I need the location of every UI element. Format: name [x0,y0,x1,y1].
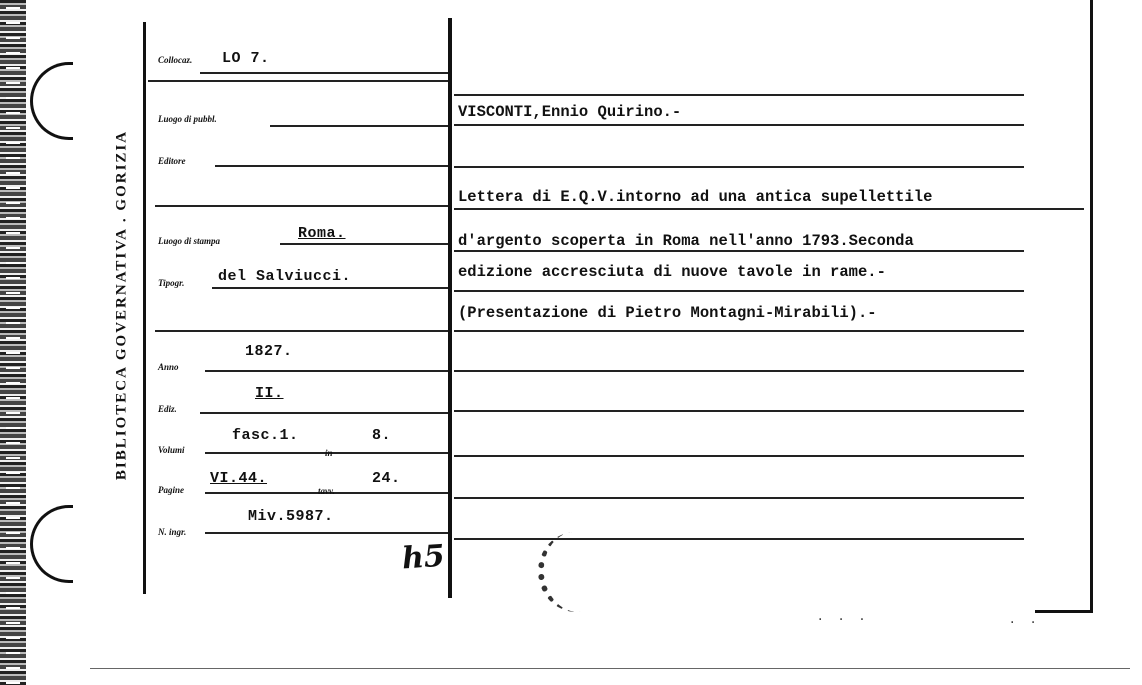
n-ingr-label: N. ingr. [158,527,187,537]
right-rule [454,370,1024,372]
volumi-in-value: 8. [372,427,392,444]
card-bottom-border [1035,610,1093,613]
left-rule [155,330,448,332]
right-rule [454,455,1024,457]
luogo-stampa-value: Roma. [298,225,346,242]
luogo-pubbl-label: Luogo di pubbl. [158,114,217,124]
right-rule [454,497,1024,499]
card-left-border [143,22,146,594]
left-rule [200,412,448,414]
left-rule [155,205,448,207]
right-rule [454,330,1024,332]
anno-label: Anno [158,362,179,372]
card-column-divider [448,18,452,598]
right-rule [454,208,1084,210]
title-line: d'argento scoperta in Roma nell'anno 1793.Seconda [458,232,914,250]
left-rule [148,80,448,82]
tavole-value: 24. [372,470,401,487]
luogo-stampa-label: Luogo di stampa [158,236,221,246]
author-heading: VISCONTI,Ennio Quirino.- [458,103,682,121]
right-rule [454,410,1024,412]
left-rule [270,125,448,127]
left-rule [280,243,448,245]
library-stamp: BIBLIOTECA GOVERNATIVA . GORIZIA [113,129,130,481]
left-rule [205,370,448,372]
tipografia-value: del Salviucci. [218,268,352,285]
edizione-label: Ediz. [158,404,177,414]
tipografia-label: Tipogr. [158,278,185,288]
left-rule [215,165,448,167]
handwritten-note: h5 [400,538,446,577]
pagine-value: VI.44. [210,470,268,487]
punch-hole-bottom [30,505,73,583]
title-line: (Presentazione di Pietro Montagni-Mirabili).- [458,304,877,322]
right-rule [454,538,1024,540]
right-rule [454,250,1024,252]
left-rule [205,532,448,534]
card-edge-strip [0,0,26,685]
title-line: Lettera di E.Q.V.intorno ad una antica supellettile [458,188,933,206]
volumi-label: Volumi [158,445,185,455]
left-rule [212,287,448,289]
card-right-border [1090,0,1093,612]
collocazione-label: Collocaz. [158,55,193,65]
scan-specks: · · [1010,615,1042,631]
editore-label: Editore [158,156,186,166]
right-rule [454,94,1024,96]
scan-bottom-line [90,668,1130,669]
left-rule [200,72,448,74]
anno-value: 1827. [245,343,293,360]
punch-hole-top [30,62,73,140]
edizione-value: II. [255,385,284,402]
tavole-label: tavv. [318,486,335,496]
partial-stamp-mark [534,528,618,616]
title-line: edizione accresciuta di nuove tavole in rame.- [458,263,886,281]
volumi-in-label: in [325,448,333,458]
collocazione-value: LO 7. [222,50,270,67]
right-rule [454,166,1024,168]
n-ingr-value: Miv.5987. [248,508,334,525]
scan-specks: · · · [818,612,871,628]
right-rule [454,290,1024,292]
volumi-value: fasc.1. [232,427,299,444]
pagine-label: Pagine [158,485,184,495]
right-rule [454,124,1024,126]
